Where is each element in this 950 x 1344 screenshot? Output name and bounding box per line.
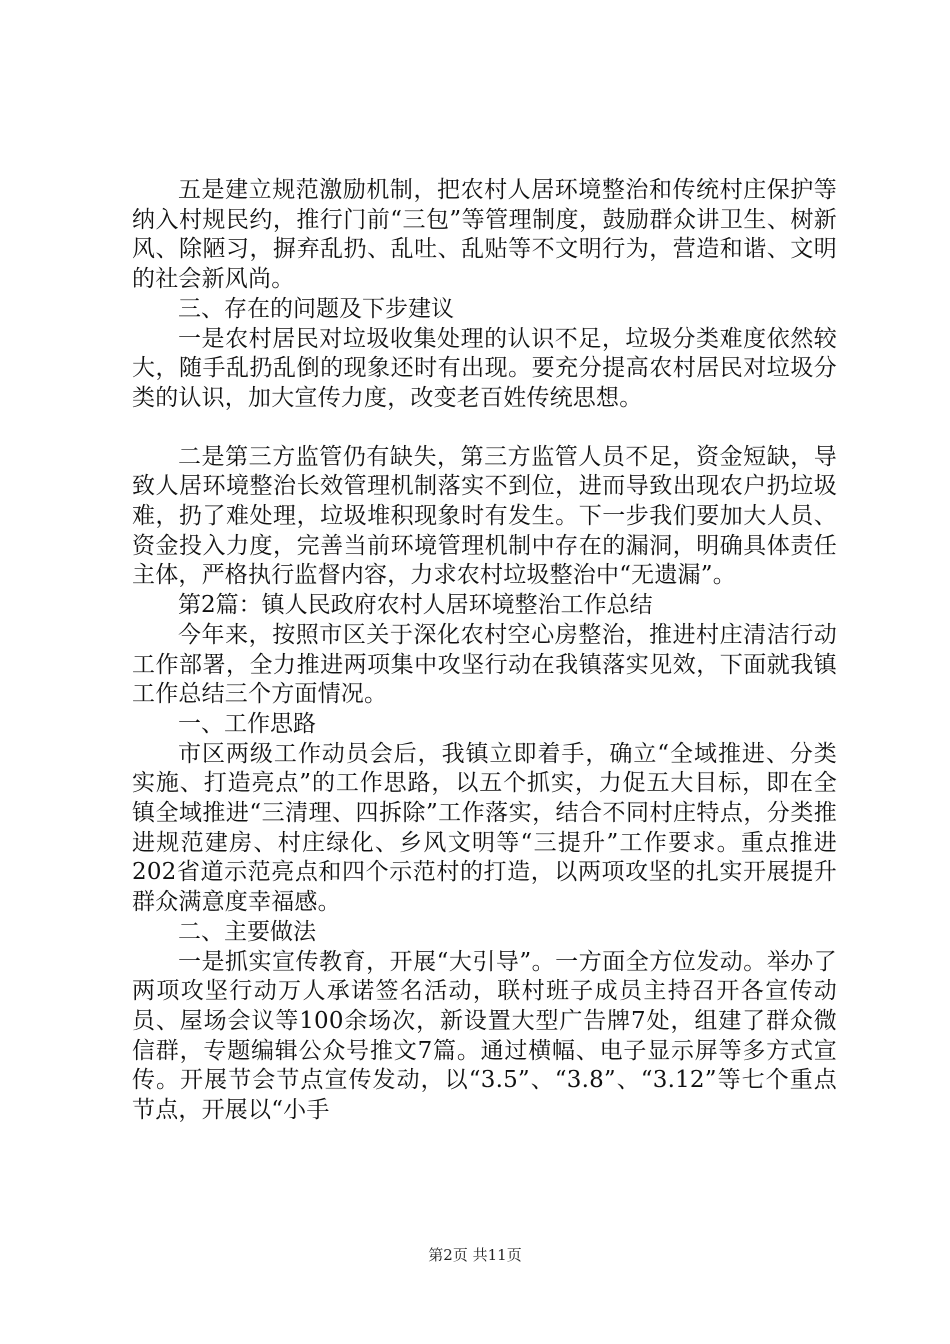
paragraph-intro: 今年来，按照市区关于深化农村空心房整治，推进村庄清洁行动工作部署，全力推进两项集中攻坚行动在我镇落实见效，下面就我镇工作总结三个方面情况。	[132, 621, 837, 708]
paragraph-incentive-mechanism: 五是建立规范激励机制，把农村人居环境整治和传统村庄保护等纳入村规民约，推行门前“三包”等管理制度，鼓励群众讲卫生、树新风、除陋习，摒弃乱扔、乱吐、乱贴等不文明行为，营造和谐、文明的社会新风尚。	[132, 177, 837, 293]
article-title-part-2: 第2篇：镇人民政府农村人居环境整治工作总结	[178, 592, 653, 619]
page-number-footer: 第2页 共11页	[428, 1246, 522, 1264]
paragraph-problem-supervision: 二是第三方监管仍有缺失，第三方监管人员不足，资金短缺，导致人居环境整治长效管理机制落实不到位，进而导致出现农户扔垃圾难，扔了难处理，垃圾堆积现象时有发生。下一步我们要加大人员、资金投入力度，完善当前环境管理机制中存在的漏洞，明确具体责任主体，严格执行监督内容，力求农村垃圾整治中“无遗漏”。	[132, 443, 837, 589]
paragraph-spacer	[132, 414, 837, 443]
document-body	[132, 176, 837, 1126]
section-heading-problems: 三、存在的问题及下步建议	[178, 295, 454, 322]
section-heading-approach: 一、工作思路	[178, 710, 316, 737]
section-heading-practices: 二、主要做法	[178, 918, 316, 945]
paragraph-publicity: 一是抓实宣传教育，开展“大引导”。一方面全方位发动。举办了两项攻坚行动万人承诺签名活动，联村班子成员主持召开各宣传动员、屋场会议等100余场次，新设置大型广告牌7处，组建了群众微信群，专题编辑公众号推文7篇。通过横幅、电子显示屏等多方式宣传。开展节会节点宣传发动，以“3.5”、“3.8”、“3.12”等七个重点节点，开展以“小手	[132, 948, 837, 1124]
paragraph-approach: 市区两级工作动员会后，我镇立即着手，确立“全域推进、分类实施、打造亮点”的工作思路，以五个抓实，力促五大目标，即在全镇全域推进“三清理、四拆除”工作落实，结合不同村庄特点，分类推进规范建房、村庄绿化、乡风文明等“三提升”工作要求。重点推进202省道示范亮点和四个示范村的打造，以两项攻坚的扎实开展提升群众满意度幸福感。	[132, 740, 837, 916]
paragraph-problem-awareness: 一是农村居民对垃圾收集处理的认识不足，垃圾分类难度依然较大，随手乱扔乱倒的现象还时有出现。要充分提高农村居民对垃圾分类的认识，加大宣传力度，改变老百姓传统思想。	[132, 325, 837, 411]
